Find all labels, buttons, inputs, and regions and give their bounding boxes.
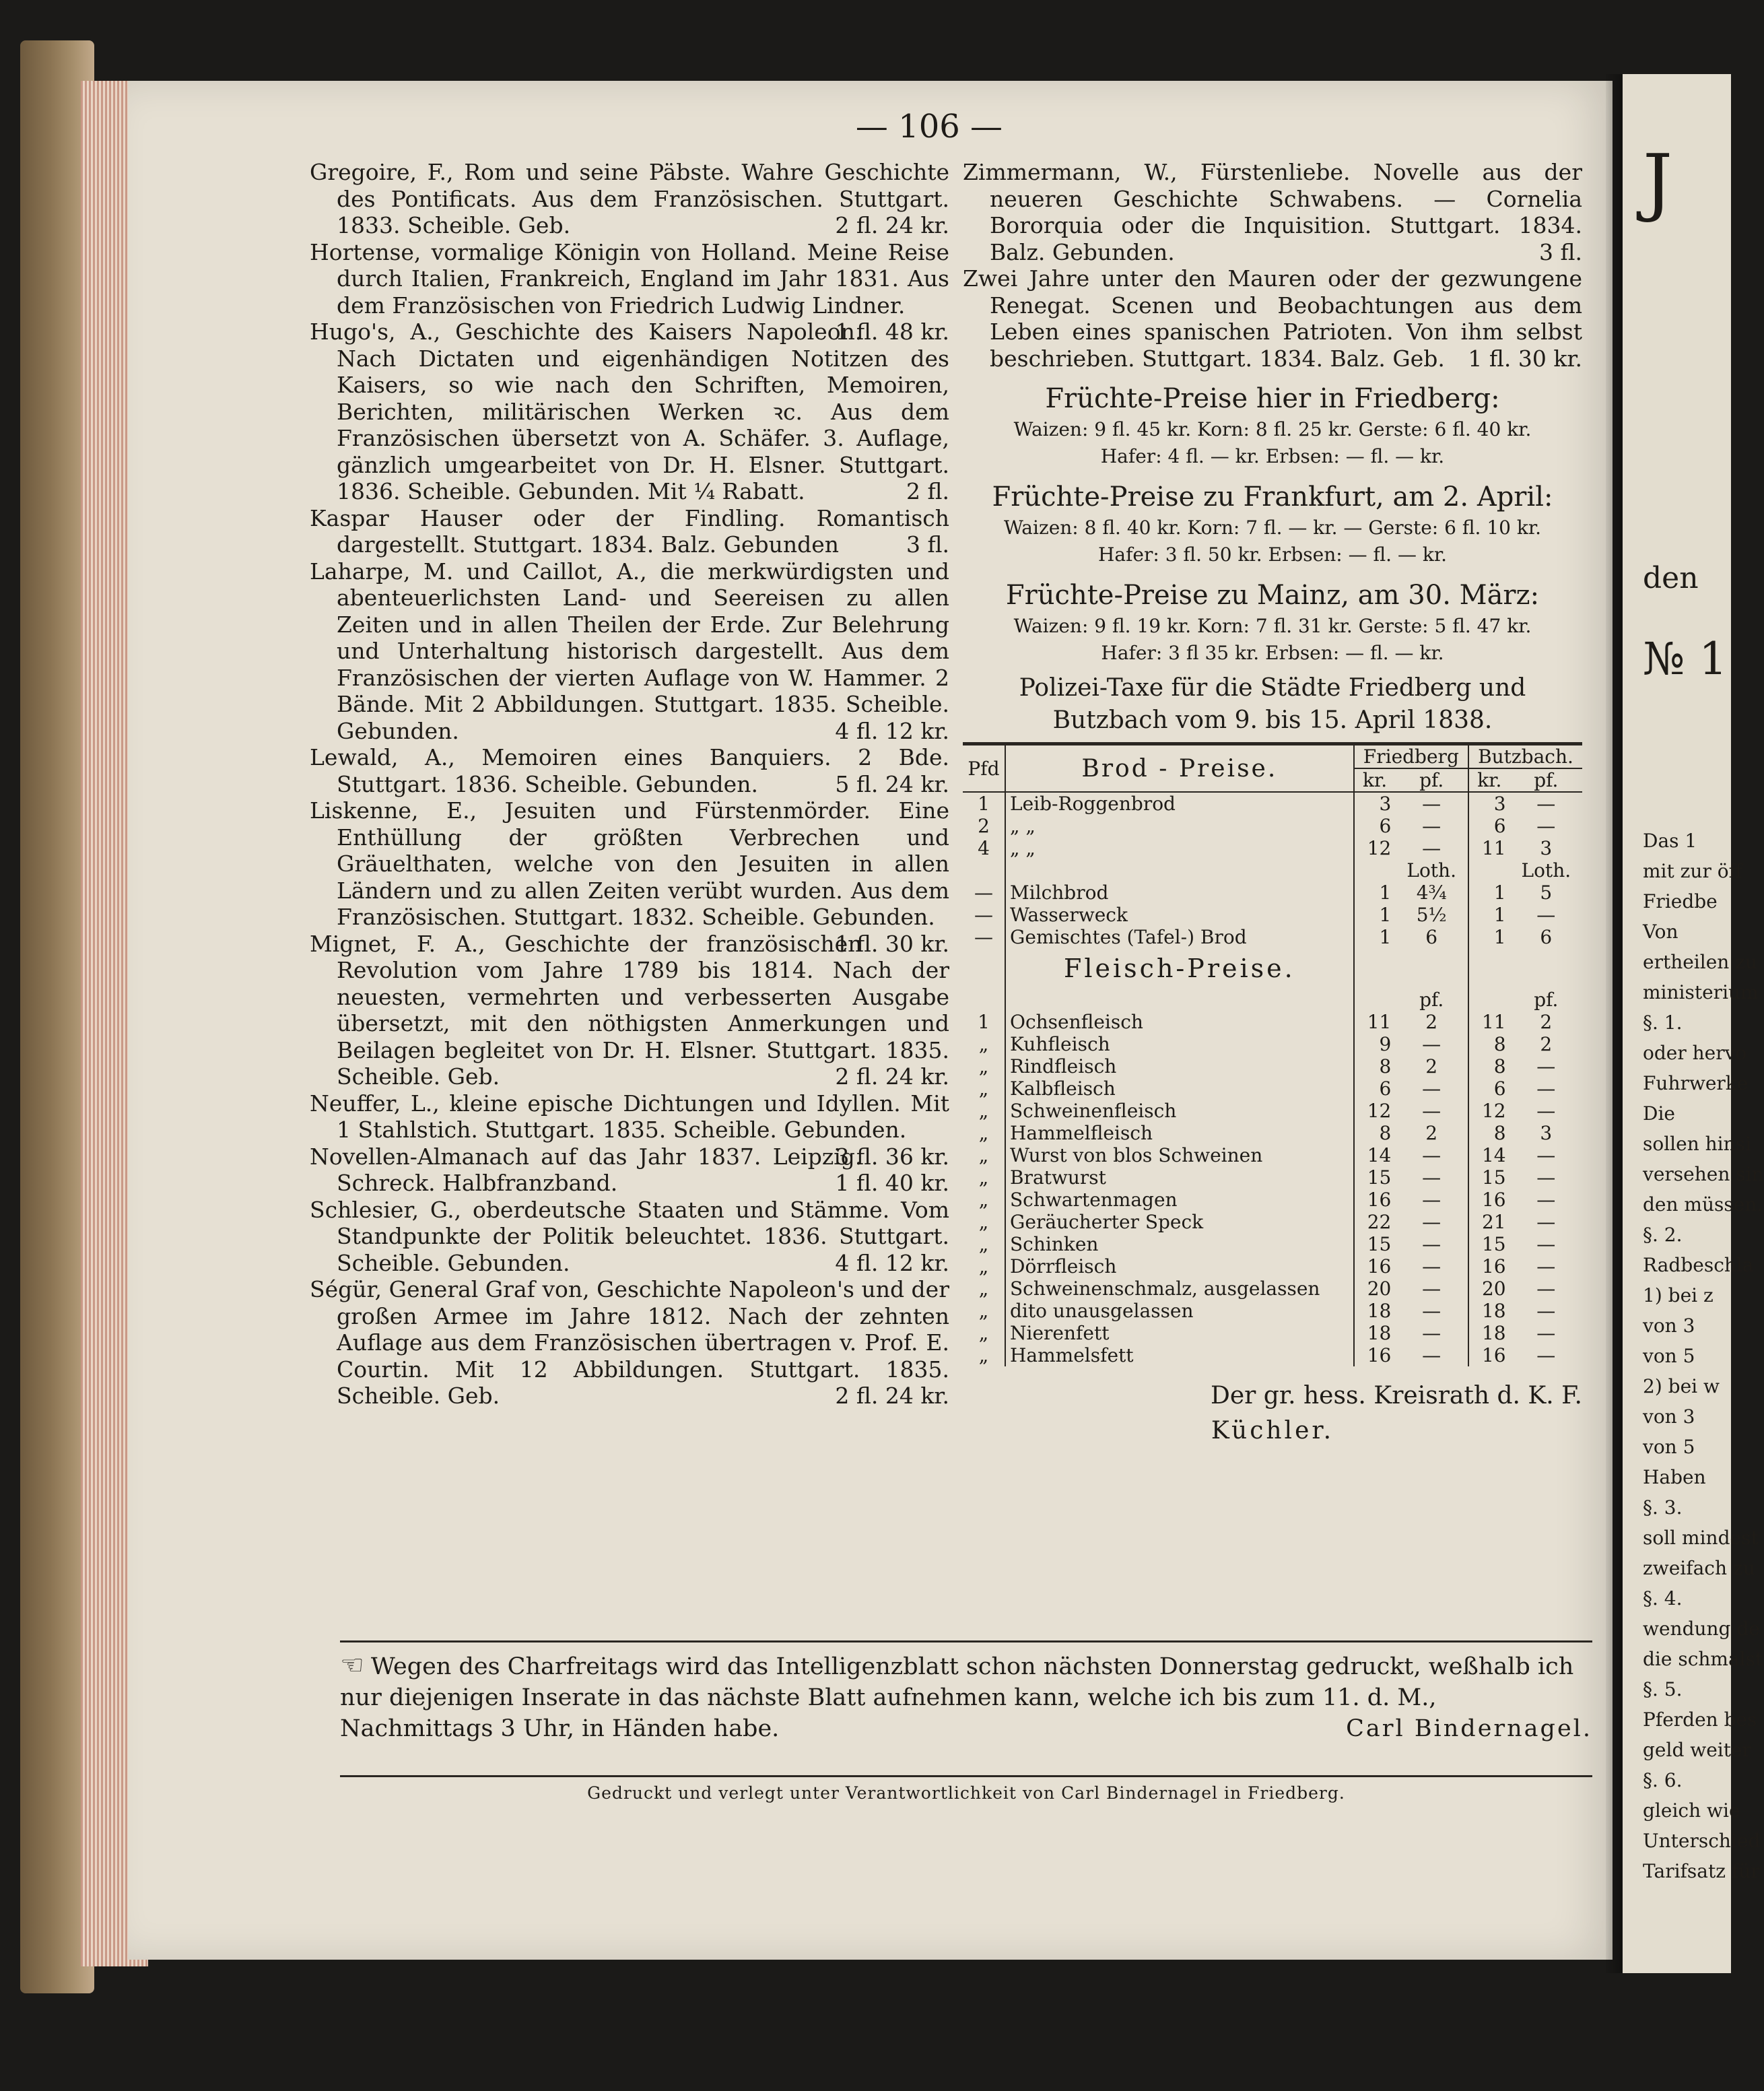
next-page-fragment: 2) bei w <box>1643 1375 1720 1397</box>
book-entry-text: Mignet, F. A., Geschichte der französischen Revolution vom Jahre 1789 bis 1814. Nach der neuesten, vermehrten und verbesserten Ausgabe übersetzt, mit den nöthigsten Anmerkungen und Beilagen begleitet von Dr. H. Elsner. Stuttgart. 1835. Scheible. Geb. <box>310 930 949 1090</box>
cell-butzbach-pf: — <box>1536 1144 1556 1166</box>
cell-item: Hammelfleisch <box>1010 1122 1153 1144</box>
book-entry-text: Kaspar Hauser oder der Findling. Romantisch dargestellt. Stuttgart. 1834. Balz. Gebunden <box>310 504 949 558</box>
cell-pfd: „ <box>963 1122 1005 1144</box>
cell-pfd: — <box>963 882 1005 904</box>
table-row <box>963 1277 1582 1300</box>
cell-butzbach-kr: 20 <box>1468 1277 1510 1300</box>
market-line: Waizen: 8 fl. 40 kr. Korn: 7 fl. — kr. — Gerste: 6 fl. 10 kr. <box>1003 517 1542 539</box>
book-entry-price: 4 fl. 12 kr. <box>835 717 949 744</box>
next-page-fragment: J <box>1643 138 1673 224</box>
cell-pfd: — <box>963 926 1005 948</box>
cell-friedberg-kr: 20 <box>1354 1277 1396 1300</box>
page-number: — 106 — <box>855 108 1003 145</box>
market-heading: Früchte-Preise zu Mainz, am 30. März: <box>1005 580 1540 611</box>
cell-item: Kalbfleisch <box>1010 1077 1116 1100</box>
next-page-fragment: geld weiter <box>1643 1739 1751 1761</box>
polizei-taxe-title: Polizei-Taxe für die Städte Friedberg und Butzbach vom 9. bis 15. April 1838. <box>1019 674 1526 734</box>
cell-butzbach-pf: — <box>1536 1322 1556 1344</box>
book-entry <box>310 744 949 797</box>
next-page-fragment: ertheilen zu <box>1643 951 1758 973</box>
cell-friedberg-kr: 18 <box>1354 1300 1396 1322</box>
next-page-fragment: oder hervo <box>1643 1042 1747 1064</box>
cell-friedberg-kr: 16 <box>1354 1189 1396 1211</box>
cell-butzbach-pf: — <box>1536 904 1556 926</box>
next-page-fragment: Friedbe <box>1643 890 1718 912</box>
cell-friedberg-kr: 6 <box>1354 815 1396 837</box>
cell-item: Milchbrod <box>1010 882 1109 904</box>
cell-pfd: „ <box>963 1344 1005 1366</box>
book-entry-text: Hortense, vormalige Königin von Holland. Meine Reise durch Italien, Frankreich, England im Jahr 1831. Aus dem Französischen von Friedrich Ludwig Lindner. <box>310 238 949 319</box>
table-row <box>963 1211 1582 1233</box>
col-f-kr: kr. <box>1354 768 1396 792</box>
cell-friedberg-pf: — <box>1422 1277 1441 1300</box>
book-entry-price: 1 fl. 30 kr. <box>835 930 949 957</box>
table-row <box>963 1300 1582 1322</box>
cell-butzbach-kr: 12 <box>1468 1100 1510 1122</box>
cell-pfd: „ <box>963 1322 1005 1344</box>
cell-item: Leib-Roggenbrod <box>1010 793 1176 815</box>
next-page-fragment: Fuhrwerke <box>1643 1072 1749 1094</box>
cell-friedberg-pf: — <box>1422 1100 1441 1122</box>
cell-butzbach-kr: 1 <box>1468 926 1510 948</box>
next-page-fragment: 1) bei z <box>1643 1284 1714 1306</box>
cell-friedberg-kr: 9 <box>1354 1033 1396 1055</box>
cell-item: Dörrfleisch <box>1010 1255 1117 1277</box>
cell-item: Geräucherter Speck <box>1010 1211 1204 1233</box>
table-row <box>963 1077 1582 1100</box>
cell-friedberg-pf: — <box>1422 1166 1441 1189</box>
next-page-fragment: den <box>1643 561 1699 595</box>
next-page-fragment: die schmalst <box>1643 1648 1763 1670</box>
cell-butzbach-kr: 6 <box>1468 1077 1510 1100</box>
cell-pfd: „ <box>963 1077 1005 1100</box>
cell-butzbach-pf: 5 <box>1540 882 1553 904</box>
table-row <box>963 1344 1582 1366</box>
cell-pfd: 4 <box>963 837 1005 859</box>
book-entry-text: Novellen-Almanach auf das Jahr 1837. Leipzig. Schreck. Halbfranzband. <box>310 1143 862 1196</box>
next-page-fragment: Radbeschla <box>1643 1254 1754 1276</box>
table-row <box>963 815 1582 837</box>
cell-butzbach-kr: 8 <box>1468 1033 1510 1055</box>
next-page-fragment: von 5 <box>1643 1345 1695 1367</box>
cell-butzbach-pf: 3 <box>1540 1122 1553 1144</box>
cell-item: Rindfleisch <box>1010 1055 1117 1077</box>
cell-butzbach-pf: — <box>1536 793 1556 815</box>
next-page-fragment: Unterschied <box>1643 1830 1761 1852</box>
rule-above-notice <box>340 1640 1592 1642</box>
cell-item: Wurst von blos Schweinen <box>1010 1144 1263 1166</box>
notice-text: Wegen des Charfreitags wird das Intelligenzblatt schon nächsten Donnerstag gedruckt, weßhalb ich nur diejenigen Inserate in das nächste Blatt aufnehmen kann, welche ich bis zum 11. d. M., Nachmittags 3 Uhr, in Händen habe. <box>340 1653 1574 1742</box>
next-page-fragment: wendung de <box>1643 1618 1760 1640</box>
cell-butzbach-kr: 3 <box>1468 792 1510 815</box>
cell-butzbach-kr: 21 <box>1468 1211 1510 1233</box>
table-row <box>963 1055 1582 1077</box>
cell-pfd: „ <box>963 1255 1005 1277</box>
next-page-fragment: Haben <box>1643 1466 1706 1488</box>
cell-item: Schwartenmagen <box>1010 1189 1178 1211</box>
cell-butzbach-pf: — <box>1536 1344 1556 1366</box>
col-f-pf: pf. <box>1395 768 1468 792</box>
cell-butzbach-pf: 2 <box>1540 1011 1553 1033</box>
next-page-fragment: mit zur öff <box>1643 860 1742 882</box>
cell-friedberg-kr: 16 <box>1354 1344 1396 1366</box>
col-b-pf: pf. <box>1510 768 1582 792</box>
next-page-fragment: gleich wie <box>1643 1799 1740 1822</box>
book-entry-price: 1 fl. 48 kr. <box>835 319 949 345</box>
cell-friedberg-pf: — <box>1422 1144 1441 1166</box>
next-page-fragment: §. 4. <box>1643 1587 1683 1609</box>
book-entry-text: Ségür, General Graf von, Geschichte Napoleon's und der großen Armee im Jahre 1812. Nach der zehnten Auflage aus dem Französischen übertragen v. Prof. E. Courtin. Mit 12 Abbildungen. Stuttgart. 1835. Scheible. Geb. <box>310 1276 949 1409</box>
cell-butzbach-kr: 15 <box>1468 1233 1510 1255</box>
signature-name: Küchler. <box>1211 1417 1334 1445</box>
cell-friedberg-pf: — <box>1422 1322 1441 1344</box>
cell-friedberg-kr: 1 <box>1354 904 1396 926</box>
cell-butzbach-kr: 6 <box>1468 815 1510 837</box>
book-entry-text: Gregoire, F., Rom und seine Päbste. Wahre Geschichte des Pontificats. Aus dem Französischen. Stuttgart. 1833. Scheible. Geb. <box>310 159 949 238</box>
book-entry <box>310 505 949 558</box>
notice <box>340 1650 1592 1744</box>
cell-butzbach-pf: — <box>1536 1189 1556 1211</box>
cell-butzbach-pf: 3 <box>1540 837 1553 859</box>
cell-friedberg-kr: 15 <box>1354 1166 1396 1189</box>
book-entry-price: 2 fl. 24 kr. <box>835 1383 949 1409</box>
cell-friedberg-kr: 1 <box>1354 926 1396 948</box>
cell-butzbach-kr: 16 <box>1468 1255 1510 1277</box>
cell-butzbach-pf: — <box>1536 1233 1556 1255</box>
cell-friedberg-kr: 18 <box>1354 1322 1396 1344</box>
grain-prices <box>963 381 1582 667</box>
book-entry <box>310 238 949 345</box>
notice-signer: Carl Bindernagel. <box>1346 1715 1592 1742</box>
cell-pfd: „ <box>963 1277 1005 1300</box>
market-line: Waizen: 9 fl. 45 kr. Korn: 8 fl. 25 kr. Gerste: 6 fl. 40 kr. <box>1013 418 1532 440</box>
book-entry-text: Schlesier, G., oberdeutsche Staaten und Stämme. Vom Standpunkte der Politik beleuchtet. 1836. Stuttgart. Scheible. Gebunden. <box>310 1196 949 1276</box>
next-page-fragment: ministerium <box>1643 981 1759 1003</box>
loth-label-friedberg: Loth. <box>1406 859 1456 882</box>
cell-friedberg-pf: 2 <box>1425 1122 1438 1144</box>
cell-butzbach-kr: 1 <box>1468 904 1510 926</box>
cell-item: Ochsenfleisch <box>1010 1011 1143 1033</box>
signature <box>963 1379 1582 1449</box>
cell-butzbach-pf: 6 <box>1540 926 1553 948</box>
table-row <box>963 1144 1582 1166</box>
next-page-fragment: Pferden bes <box>1643 1708 1757 1731</box>
book-entry-price: 3 fl. <box>1539 238 1582 265</box>
rule-above-imprint <box>340 1775 1592 1777</box>
book-entry-price: 4 fl. 12 kr. <box>835 1249 949 1276</box>
cell-butzbach-kr: 16 <box>1468 1189 1510 1211</box>
cell-butzbach-pf: — <box>1536 815 1556 837</box>
cell-pfd: 1 <box>963 792 1005 815</box>
cell-item: dito unausgelassen <box>1010 1300 1194 1322</box>
cell-butzbach-pf: — <box>1536 1277 1556 1300</box>
next-page-fragment: Die <box>1643 1102 1675 1125</box>
cell-friedberg-kr: 12 <box>1354 837 1396 859</box>
cell-friedberg-kr: 22 <box>1354 1211 1396 1233</box>
cell-friedberg-pf: 4¾ <box>1416 882 1447 904</box>
imprint: Gedruckt und verlegt unter Verantwortlichkeit von Carl Bindernagel in Friedberg. <box>587 1783 1345 1803</box>
next-page-fragment: den müssen. <box>1643 1193 1763 1216</box>
cell-friedberg-pf: — <box>1422 1033 1441 1055</box>
market-line: Waizen: 9 fl. 19 kr. Korn: 7 fl. 31 kr. Gerste: 5 fl. 47 kr. <box>1013 615 1532 637</box>
book-entry-price: 3 fl. <box>906 531 949 558</box>
book-entry-text: Zimmermann, W., Fürstenliebe. Novelle aus der neueren Geschichte Schwabens. — Cornelia Bororquia oder die Inquisition. Stuttgart. 1834. Balz. Gebunden. <box>963 159 1582 265</box>
next-page-fragment: §. 3. <box>1643 1496 1683 1519</box>
cell-item: Schinken <box>1010 1233 1099 1255</box>
cell-friedberg-pf: — <box>1422 1211 1441 1233</box>
book-entry-text: Laharpe, M. und Caillot, A., die merkwürdigsten und abenteuerlichsten Land- und Seereisen zu allen Zeiten und in allen Theilen der Erde. Zur Belehrung und Unterhaltung historisch dargestellt. Aus dem Französischen der vierten Auflage von W. Hammer. 2 Bände. Mit 2 Abbildungen. Stuttgart. 1835. Scheible. Gebunden. <box>310 558 949 744</box>
next-page-fragment: §. 2. <box>1643 1224 1683 1246</box>
cell-item: Schweinenfleisch <box>1010 1100 1177 1122</box>
cell-friedberg-pf: — <box>1422 1344 1441 1366</box>
cell-butzbach-kr: 8 <box>1468 1122 1510 1144</box>
book-entry-text: Hugo's, A., Geschichte des Kaisers Napoleon. Nach Dictaten und eigenhändigen Notitzen des Kaisers, so wie nach den Schriften, Memoiren, Berichten, militärischen Werken ꝛc. Aus dem Französischen übersetzt von A. Schäfer. 3. Auflage, gänzlich umgearbeitet von Dr. H. Elsner. Stuttgart. 1836. Scheible. Gebunden. Mit ¼ Rabatt. <box>310 319 949 504</box>
right-column <box>963 159 1582 1449</box>
cell-pfd: 1 <box>963 1011 1005 1033</box>
next-page-fragment: versehen sin <box>1643 1163 1764 1185</box>
market-heading: Früchte-Preise hier in Friedberg: <box>1045 383 1500 414</box>
fleisch-preise-title: Fleisch-Preise. <box>1064 954 1295 983</box>
next-page-fragment: № 1 <box>1643 633 1728 685</box>
market-heading: Früchte-Preise zu Frankfurt, am 2. April: <box>992 482 1553 512</box>
next-page-fragment: sollen hinsi <box>1643 1133 1751 1155</box>
next-page-fragment: Von <box>1643 921 1678 943</box>
cell-butzbach-pf: — <box>1536 1300 1556 1322</box>
book-entry-text: Zwei Jahre unter den Mauren oder der gezwungene Renegat. Scenen und Beobachtungen aus dem Leben eines spanischen Patrioten. Von ihm selbst beschrieben. Stuttgart. 1834. Balz. Geb. <box>963 265 1582 372</box>
cell-item: Gemischtes (Tafel-) Brod <box>1010 926 1247 948</box>
next-page-edge <box>1623 74 1764 1973</box>
cell-pfd: „ <box>963 1233 1005 1255</box>
table-row <box>963 1166 1582 1189</box>
book-entry <box>310 1143 949 1197</box>
table-row <box>963 904 1582 926</box>
cell-butzbach-kr: 15 <box>1468 1166 1510 1189</box>
book-entry-price: 1 fl. 30 kr. <box>1468 345 1582 372</box>
book-entry-price: 2 fl. 24 kr. <box>835 1063 949 1090</box>
cell-pfd: „ <box>963 1144 1005 1166</box>
cell-butzbach-pf: — <box>1536 1100 1556 1122</box>
cell-butzbach-kr: 18 <box>1468 1300 1510 1322</box>
cell-friedberg-pf: — <box>1422 1233 1441 1255</box>
col-butzbach: Butzbach. <box>1468 744 1582 769</box>
market-line: Hafer: 3 fl 35 kr. Erbsen: — fl. — kr. <box>1101 642 1444 664</box>
table-row <box>963 792 1582 815</box>
pf-label-butzbach: pf. <box>1534 989 1559 1011</box>
cell-item: Nierenfett <box>1010 1322 1110 1344</box>
fleisch-header <box>963 948 1582 1011</box>
book-entry-price: 1 fl. 40 kr. <box>835 1170 949 1196</box>
cell-friedberg-pf: — <box>1422 1189 1441 1211</box>
cell-item: Kuhfleisch <box>1010 1033 1110 1055</box>
cell-butzbach-pf: — <box>1536 1055 1556 1077</box>
next-page-fragment: §. 1. <box>1643 1011 1683 1034</box>
book-entry <box>963 265 1582 372</box>
book-entry <box>310 797 949 957</box>
table-row <box>963 837 1582 859</box>
cell-butzbach-kr: 11 <box>1468 837 1510 859</box>
cell-friedberg-kr: 15 <box>1354 1233 1396 1255</box>
cell-item: Bratwurst <box>1010 1166 1106 1189</box>
table-row <box>963 1122 1582 1144</box>
table-row <box>963 1011 1582 1033</box>
next-page-fragment: soll mindest <box>1643 1527 1759 1549</box>
price-table <box>963 742 1582 1366</box>
cell-butzbach-pf: — <box>1536 1211 1556 1233</box>
book-entry-price: 3 fl. 36 kr. <box>835 1143 949 1170</box>
table-row <box>963 1100 1582 1122</box>
cell-pfd: 2 <box>963 815 1005 837</box>
table-row <box>963 1322 1582 1344</box>
book-entry <box>310 931 949 1090</box>
cell-friedberg-pf: — <box>1422 793 1441 815</box>
pf-label-friedberg: pf. <box>1419 989 1444 1011</box>
cell-friedberg-pf: — <box>1422 1255 1441 1277</box>
market-line: Hafer: 4 fl. — kr. Erbsen: — fl. — kr. <box>1100 445 1445 467</box>
next-page-fragment: von 5 <box>1643 1436 1695 1458</box>
cell-pfd: „ <box>963 1189 1005 1211</box>
fleisch-rows <box>963 1011 1582 1366</box>
cell-butzbach-kr: 1 <box>1468 882 1510 904</box>
table-row <box>963 926 1582 948</box>
col-pfd: Pfd <box>963 744 1005 793</box>
book-entry-price: 2 fl. <box>906 478 949 504</box>
next-page-fragment: Das 1 <box>1643 830 1697 852</box>
cell-butzbach-kr: 18 <box>1468 1322 1510 1344</box>
pointing-hand-icon: ☜ <box>340 1650 364 1681</box>
signature-line: Der gr. hess. Kreisrath d. K. F. <box>1210 1382 1582 1409</box>
table-row <box>963 882 1582 904</box>
cell-friedberg-kr: 16 <box>1354 1255 1396 1277</box>
book-entry-text: Neuffer, L., kleine epische Dichtungen und Idyllen. Mit 1 Stahlstich. Stuttgart. 1835. Scheible. Gebunden. <box>310 1090 949 1143</box>
table-row <box>963 1033 1582 1055</box>
col-b-kr: kr. <box>1468 768 1510 792</box>
cell-pfd: „ <box>963 1166 1005 1189</box>
cell-butzbach-pf: 2 <box>1540 1033 1553 1055</box>
book-entry <box>310 319 949 505</box>
next-page-fragment: §. 6. <box>1643 1769 1683 1791</box>
book-list-right <box>963 159 1582 372</box>
cell-butzbach-pf: — <box>1536 1077 1556 1100</box>
cell-friedberg-kr: 3 <box>1354 792 1396 815</box>
book-entry-price: 2 fl. 24 kr. <box>835 212 949 238</box>
cell-pfd: „ <box>963 1055 1005 1077</box>
cell-friedberg-kr: 8 <box>1354 1122 1396 1144</box>
brod-rows <box>963 792 1582 859</box>
cell-butzbach-kr: 8 <box>1468 1055 1510 1077</box>
cell-friedberg-kr: 11 <box>1354 1011 1396 1033</box>
cell-pfd: „ <box>963 1033 1005 1055</box>
cell-friedberg-pf: 5½ <box>1416 904 1447 926</box>
cell-item: Schweinenschmalz, ausgelassen <box>1010 1277 1320 1300</box>
cell-friedberg-kr: 14 <box>1354 1144 1396 1166</box>
cell-butzbach-kr: 14 <box>1468 1144 1510 1166</box>
cell-friedberg-kr: 12 <box>1354 1100 1396 1122</box>
next-page-fragment: Tarifsatz für <box>1643 1860 1760 1882</box>
cell-friedberg-kr: 6 <box>1354 1077 1396 1100</box>
brod-rows-2 <box>963 882 1582 948</box>
cell-butzbach-pf: — <box>1536 1166 1556 1189</box>
cell-friedberg-pf: — <box>1422 1077 1441 1100</box>
book-entry-text: Liskenne, E., Jesuiten und Fürstenmörder. Eine Enthüllung der größten Verbrechen und Gräuelthaten, welche von den Jesuiten in allen Ländern und zu allen Zeiten verübt wurden. Aus dem Französischen. Stuttgart. 1832. Scheible. Gebunden. <box>310 797 949 930</box>
table-row <box>963 1233 1582 1255</box>
col-brod-preise: Brod - Preise. <box>1005 744 1354 793</box>
next-page-fragment: von 3 <box>1643 1405 1695 1428</box>
cell-friedberg-pf: — <box>1422 1300 1441 1322</box>
market-line: Hafer: 3 fl. 50 kr. Erbsen: — fl. — kr. <box>1097 543 1448 566</box>
cell-pfd: „ <box>963 1300 1005 1322</box>
table-row <box>963 1189 1582 1211</box>
book-list-left <box>310 159 949 1409</box>
cell-item: Hammelsfett <box>1010 1344 1134 1366</box>
cell-item: „ „ <box>1010 815 1036 837</box>
book-entry-text: Lewald, A., Memoiren eines Banquiers. 2 Bde. Stuttgart. 1836. Scheible. Gebunden. <box>310 744 949 797</box>
table-row <box>963 1255 1582 1277</box>
book-entry-price: 5 fl. 24 kr. <box>835 770 949 797</box>
cell-butzbach-pf: — <box>1536 1255 1556 1277</box>
cell-butzbach-kr: 11 <box>1468 1011 1510 1033</box>
next-page-fragment: §. 5. <box>1643 1678 1683 1700</box>
book-entry <box>310 1276 949 1409</box>
cell-friedberg-pf: 2 <box>1425 1011 1438 1033</box>
book-entry <box>310 159 949 239</box>
next-page-fragment: von 3 <box>1643 1315 1695 1337</box>
cell-friedberg-pf: 2 <box>1425 1055 1438 1077</box>
cell-item: Wasserweck <box>1010 904 1128 926</box>
cell-pfd: „ <box>963 1100 1005 1122</box>
cell-friedberg-kr: 1 <box>1354 882 1396 904</box>
col-friedberg: Friedberg <box>1354 744 1468 769</box>
book-entry <box>310 558 949 745</box>
cell-friedberg-kr: 8 <box>1354 1055 1396 1077</box>
cell-pfd: — <box>963 904 1005 926</box>
cell-friedberg-pf: — <box>1422 815 1441 837</box>
cell-butzbach-kr: 16 <box>1468 1344 1510 1366</box>
cell-item: „ „ <box>1010 837 1036 859</box>
cell-friedberg-pf: 6 <box>1425 926 1438 948</box>
book-entry <box>310 1197 949 1277</box>
cell-friedberg-pf: — <box>1422 837 1441 859</box>
left-column <box>310 159 949 1409</box>
book-entry <box>963 159 1582 265</box>
cell-pfd: „ <box>963 1211 1005 1233</box>
loth-row <box>963 859 1582 882</box>
next-page-fragment: zweifach zu <box>1643 1557 1755 1579</box>
loth-label-butzbach: Loth. <box>1521 859 1571 882</box>
